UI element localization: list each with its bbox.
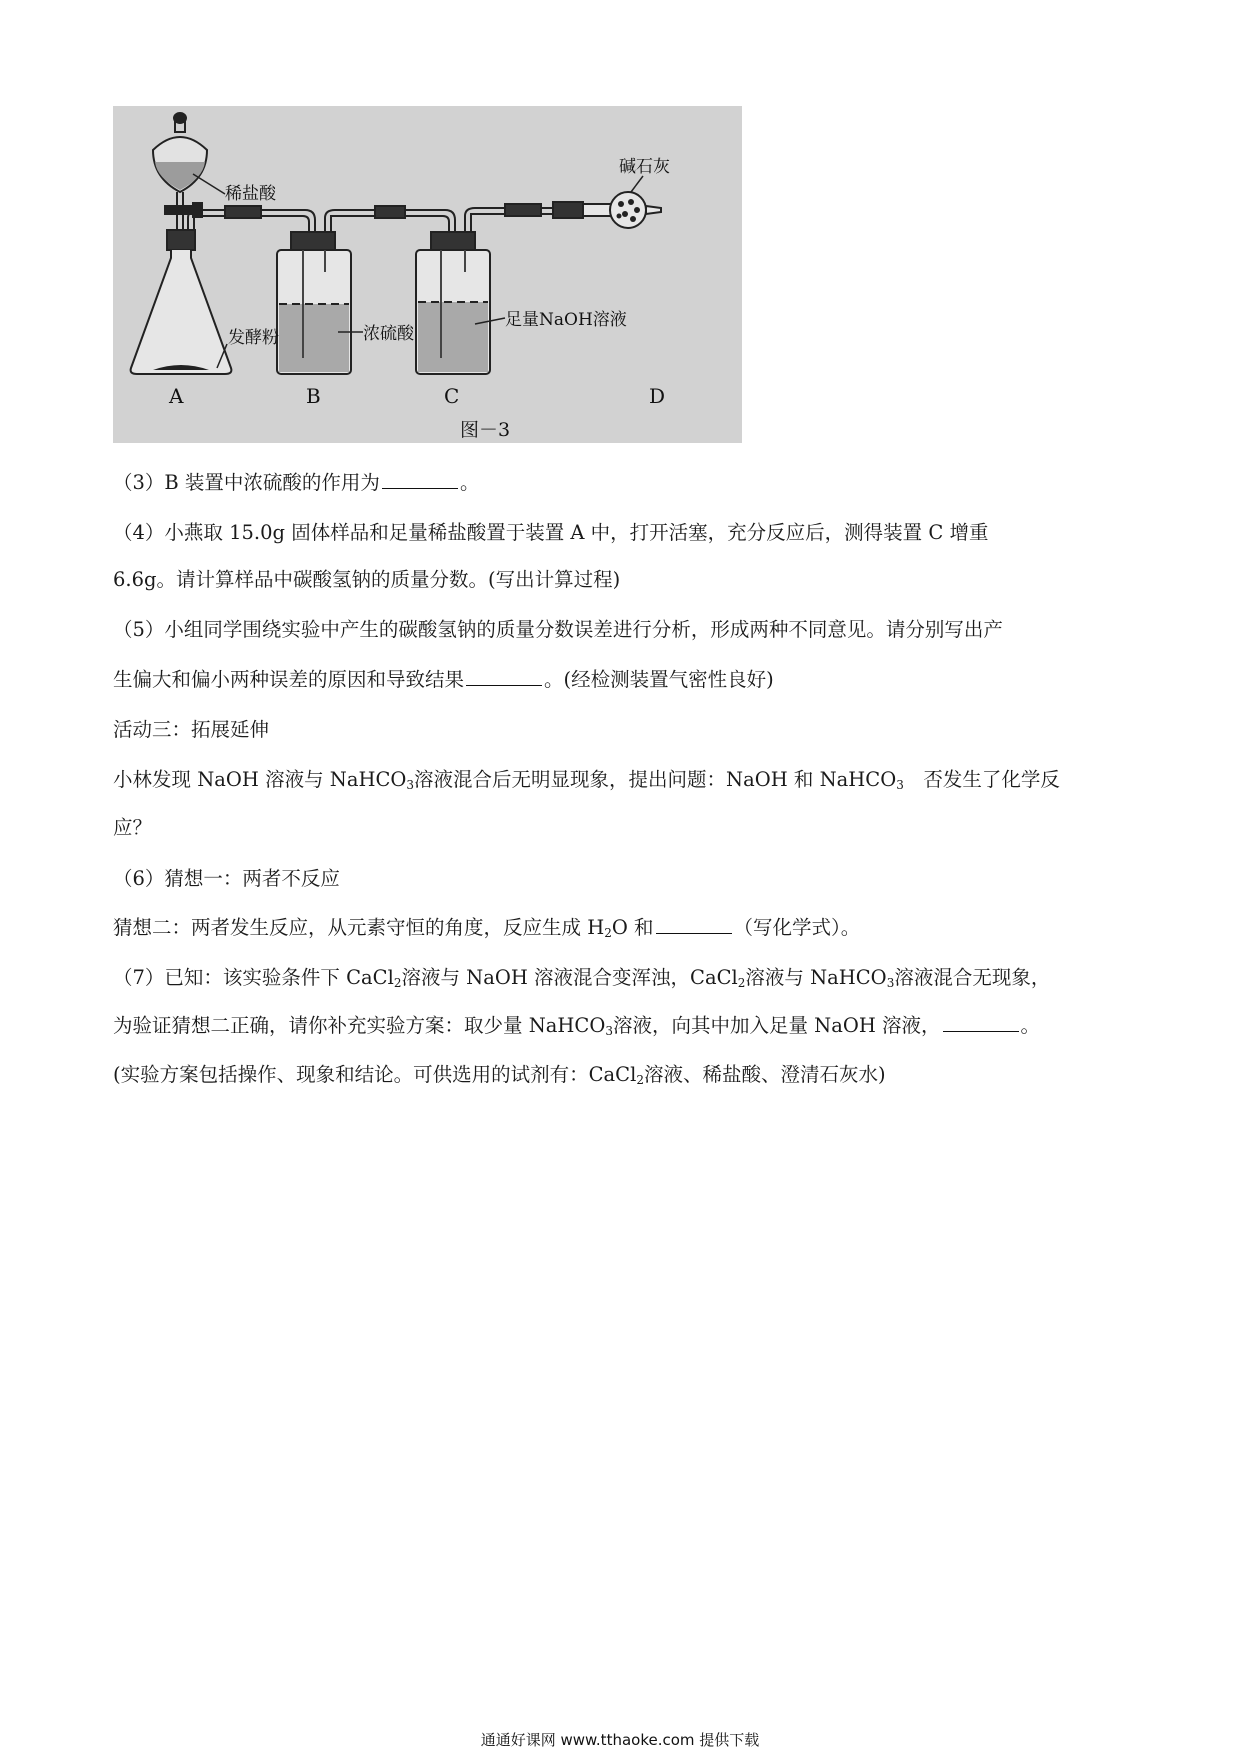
figure-caption: 图－3 xyxy=(460,419,511,441)
question-4-line-1: （4）小燕取 15.0g 固体样品和足量稀盐酸置于装置 A 中，打开活塞，充分反应后，测得装置 C 增重 xyxy=(113,521,989,544)
label-naoh-solution: 足量NaOH溶液 xyxy=(505,310,627,330)
tube-a-b xyxy=(188,206,315,232)
question-4-line-2: 6.6g。请计算样品中碳酸氢钠的质量分数。(写出计算过程) xyxy=(113,568,621,591)
drying-tube-d xyxy=(553,192,661,228)
intro-line-2: 应？ xyxy=(113,816,153,839)
label-a: A xyxy=(169,384,184,408)
question-6-line-1: （6）猜想一：两者不反应 xyxy=(113,867,340,890)
tube-c-d xyxy=(465,204,553,232)
label-conc-acid: 浓硫酸 xyxy=(363,324,414,344)
answer-blank-3[interactable] xyxy=(382,470,458,489)
label-soda-lime: 碱石灰 xyxy=(619,157,670,177)
tube-b-c xyxy=(325,206,455,232)
answer-blank-5[interactable] xyxy=(466,667,542,686)
label-c: C xyxy=(444,384,460,408)
question-5-line-2: 生偏大和偏小两种误差的原因和导致结果 。(经检测装置气密性良好) xyxy=(113,668,774,691)
question-5-line-1: （5）小组同学围绕实验中产生的碳酸氢钠的质量分数误差进行分析，形成两种不同意见。请分别写出产 xyxy=(113,618,1003,641)
flask-a xyxy=(131,230,232,374)
bottle-c xyxy=(416,232,490,374)
question-7-line-1: （7）已知：该实验条件下 CaCl$_2$溶液与 NaOH 溶液混合变浑浊，CaCl$_2$溶液与 NaHCO$_3$溶液混合无现象， xyxy=(113,966,1051,990)
label-b: B xyxy=(306,384,321,408)
label-d: D xyxy=(649,384,666,408)
answer-blank-6[interactable] xyxy=(656,915,732,934)
page-footer: 通通好课网 www.tthaoke.com 提供下载 xyxy=(480,1731,760,1749)
answer-blank-7[interactable] xyxy=(943,1013,1019,1032)
question-7-line-3: (实验方案包括操作、现象和结论。可供选用的试剂有：CaCl$_2$溶液、稀盐酸、澄清石灰水) xyxy=(113,1063,886,1087)
apparatus-figure xyxy=(113,106,742,443)
label-baking-powder: 发酵粉 xyxy=(228,328,279,348)
activity-3-title: 活动三：拓展延伸 xyxy=(113,718,270,741)
question-7-line-2: 为验证猜想二正确，请你补充实验方案：取少量 NaHCO$_3$溶液，向其中加入足量 NaOH 溶液， 。 xyxy=(113,1014,1041,1038)
intro-line-1: 小林发现 NaOH 溶液与 NaHCO$_3$溶液混合后无明显现象，提出问题：NaOH 和 NaHCO$_3$ 否发生了化学反 xyxy=(113,768,1060,792)
question-3: （3）B 装置中浓硫酸的作用为 。 xyxy=(113,471,480,494)
label-hcl: 稀盐酸 xyxy=(225,184,276,204)
bottle-b xyxy=(277,232,351,374)
question-6-line-2: 猜想二：两者发生反应，从元素守恒的角度，反应生成 $H_2O$ 和 （写化学式）。 xyxy=(113,916,861,940)
